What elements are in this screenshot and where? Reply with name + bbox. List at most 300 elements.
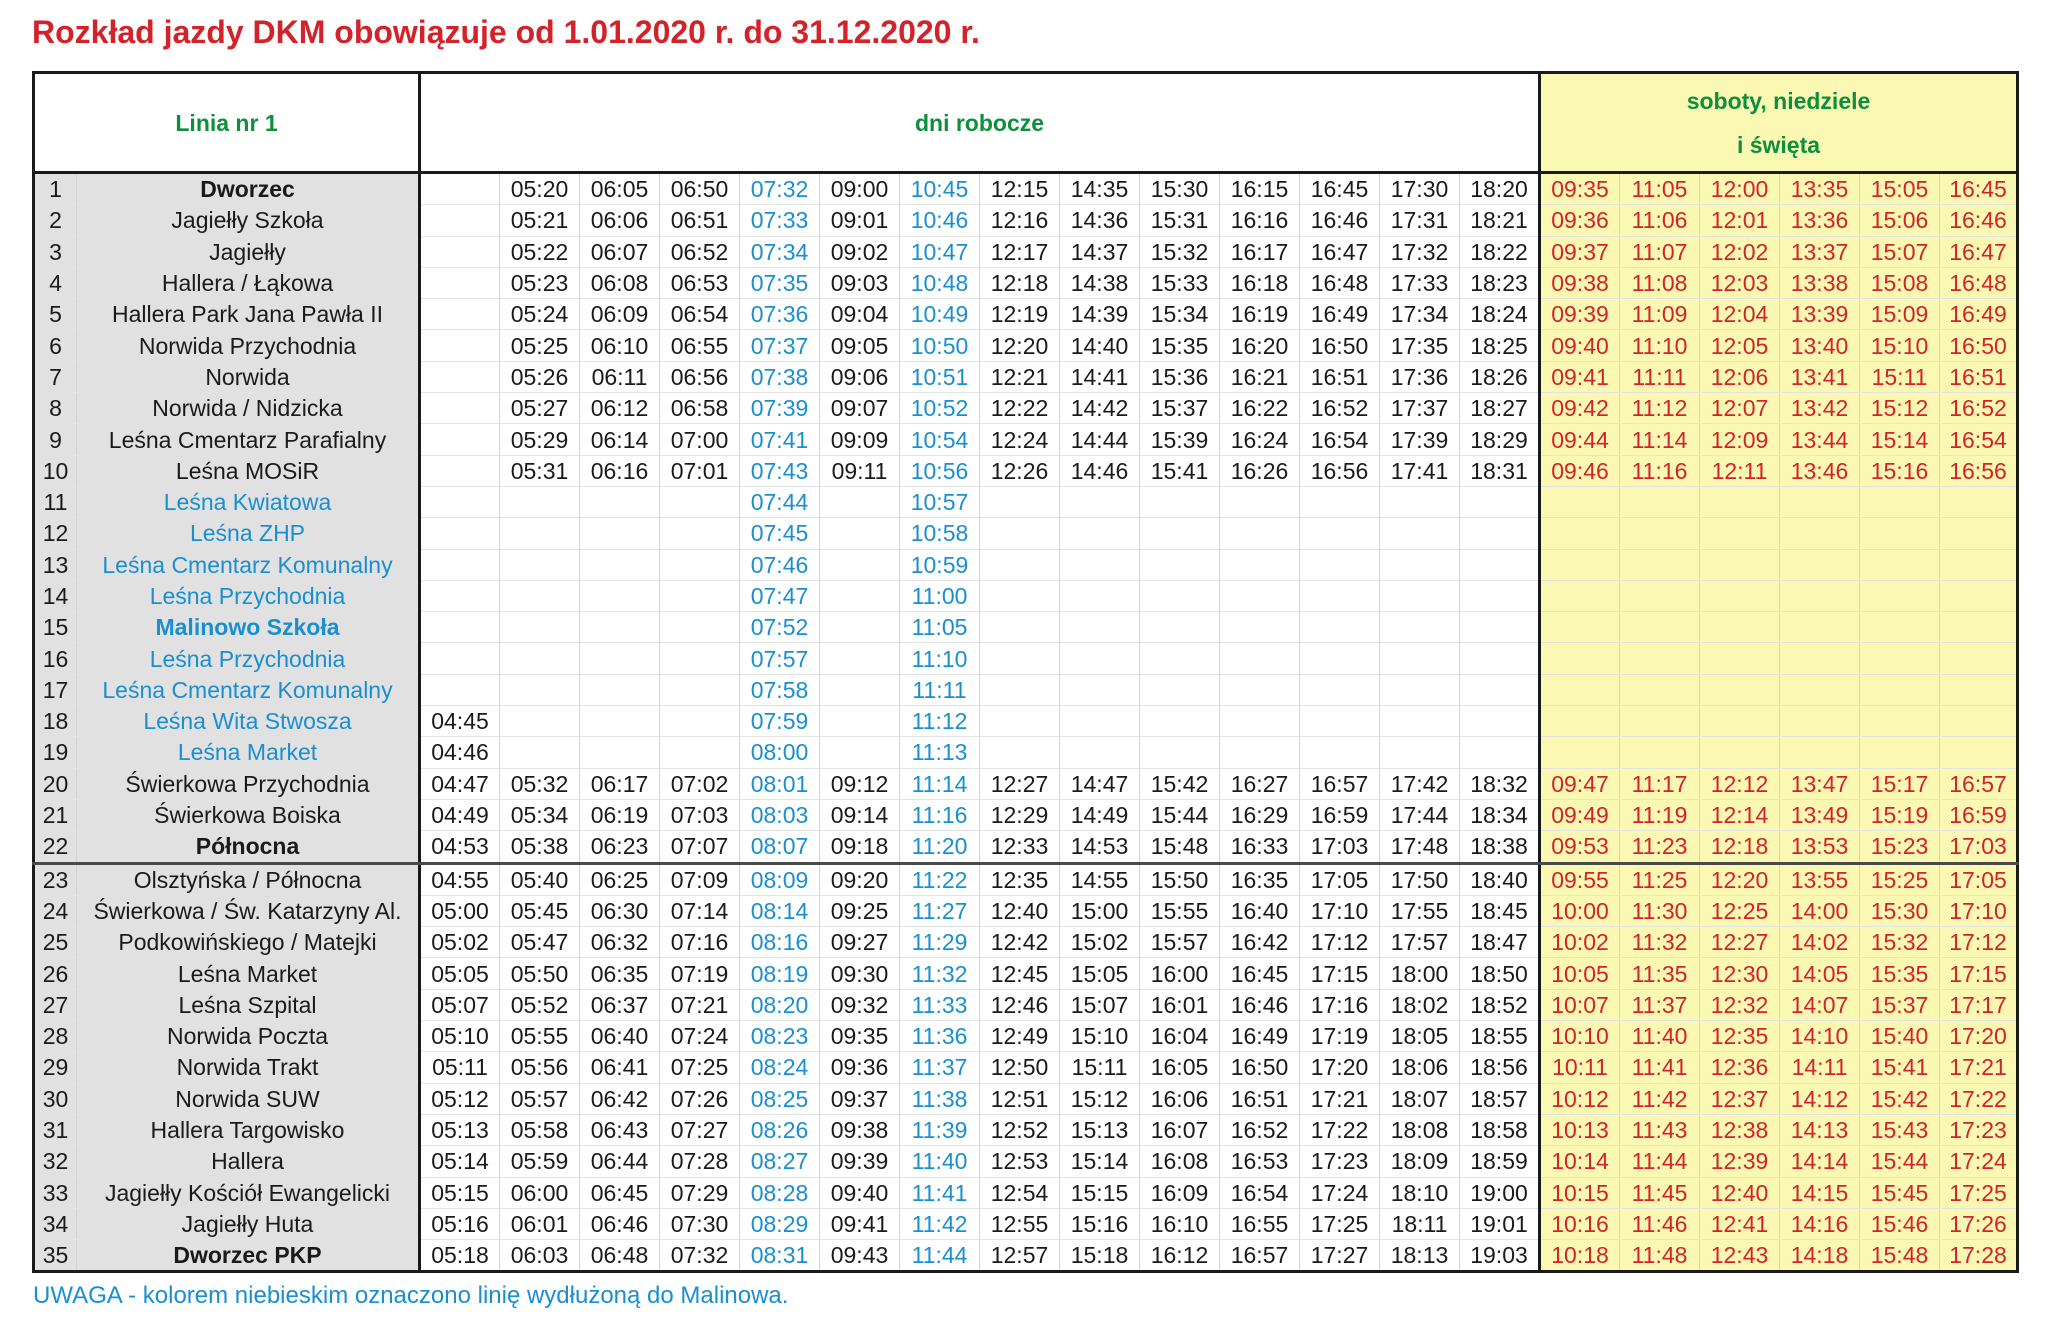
weekday-time-cell [580,549,660,580]
weekday-time-cell: 05:05 [420,958,500,989]
weekend-time-cell: 11:05 [1620,173,1700,205]
weekday-time-cell: 15:42 [1140,768,1220,799]
stop-name: Leśna Market [77,958,420,989]
weekend-time-cell [1780,737,1860,768]
weekday-time-cell: 07:44 [740,486,820,517]
weekend-time-cell: 12:11 [1700,455,1780,486]
weekday-time-cell: 15:18 [1060,1240,1140,1272]
weekend-time-cell: 15:05 [1860,173,1940,205]
weekday-time-cell [1380,737,1460,768]
weekend-time-cell [1700,737,1780,768]
weekday-time-cell: 18:10 [1380,1177,1460,1208]
stop-name: Jagiełły Szkoła [77,205,420,236]
weekday-time-cell [580,486,660,517]
weekday-time-cell: 18:55 [1460,1021,1540,1052]
weekday-time-cell: 16:52 [1300,393,1380,424]
stop-number: 19 [34,737,77,768]
weekday-time-cell: 07:47 [740,580,820,611]
weekday-time-cell: 05:58 [500,1114,580,1145]
weekend-time-cell [1540,486,1620,517]
stop-name: Leśna ZHP [77,518,420,549]
weekday-time-cell: 07:26 [660,1083,740,1114]
stop-number: 25 [34,927,77,958]
weekend-time-cell: 13:39 [1780,299,1860,330]
weekday-time-cell [1220,518,1300,549]
weekday-time-cell: 14:44 [1060,424,1140,455]
weekend-time-cell: 16:52 [1940,393,2018,424]
weekday-time-cell: 16:59 [1300,799,1380,830]
weekend-time-cell: 12:30 [1700,958,1780,989]
weekend-time-cell: 15:19 [1860,799,1940,830]
weekday-time-cell: 07:36 [740,299,820,330]
weekend-time-cell: 10:10 [1540,1021,1620,1052]
weekend-time-cell: 12:14 [1700,799,1780,830]
weekend-time-cell: 13:35 [1780,173,1860,205]
weekday-time-cell: 11:27 [900,895,980,926]
weekday-time-cell [660,549,740,580]
weekday-time-cell: 16:17 [1220,236,1300,267]
weekday-time-cell [580,706,660,737]
weekday-time-cell: 16:19 [1220,299,1300,330]
table-row [34,549,2018,580]
weekday-time-cell: 07:38 [740,361,820,392]
weekday-time-cell: 18:31 [1460,455,1540,486]
weekday-time-cell: 16:01 [1140,989,1220,1020]
weekday-time-cell [420,580,500,611]
weekday-time-cell [420,424,500,455]
weekday-time-cell: 15:57 [1140,927,1220,958]
timetable-header-row [34,73,2018,173]
stop-name: Dworzec [77,173,420,205]
weekday-time-cell: 12:55 [980,1208,1060,1239]
weekend-time-cell [1860,486,1940,517]
weekday-time-cell: 18:22 [1460,236,1540,267]
weekend-header: soboty, niedziele i święta [1540,73,2018,173]
weekday-time-cell [1460,706,1540,737]
weekday-time-cell: 05:22 [500,236,580,267]
weekday-time-cell: 16:22 [1220,393,1300,424]
weekend-time-cell: 12:39 [1700,1146,1780,1177]
weekday-time-cell: 17:05 [1300,863,1380,895]
weekday-time-cell [820,643,900,674]
weekend-time-cell: 17:28 [1940,1240,2018,1272]
weekend-time-cell: 16:47 [1940,236,2018,267]
weekday-time-cell [820,706,900,737]
weekend-time-cell: 17:10 [1940,895,2018,926]
weekday-time-cell: 15:05 [1060,958,1140,989]
weekday-time-cell: 06:09 [580,299,660,330]
weekday-time-cell: 16:33 [1220,831,1300,863]
weekday-time-cell: 14:47 [1060,768,1140,799]
weekday-time-cell: 06:50 [660,173,740,205]
stop-number: 33 [34,1177,77,1208]
weekend-time-cell: 15:14 [1860,424,1940,455]
weekend-time-cell: 16:48 [1940,267,2018,298]
weekend-time-cell: 16:51 [1940,361,2018,392]
weekday-time-cell: 19:01 [1460,1208,1540,1239]
weekend-time-cell [1780,612,1860,643]
weekend-time-cell: 11:44 [1620,1146,1700,1177]
weekday-time-cell: 17:50 [1380,863,1460,895]
weekday-time-cell: 14:35 [1060,173,1140,205]
stop-name: Malinowo Szkoła [77,612,420,643]
weekend-time-cell [1540,549,1620,580]
weekday-time-cell: 04:55 [420,863,500,895]
weekday-time-cell: 08:19 [740,958,820,989]
weekend-time-cell [1940,549,2018,580]
table-row [34,1114,2018,1145]
stop-name: Norwida / Nidzicka [77,393,420,424]
weekday-time-cell: 17:24 [1300,1177,1380,1208]
weekend-time-cell: 17:21 [1940,1052,2018,1083]
stop-name: Norwida [77,361,420,392]
weekday-time-cell: 18:11 [1380,1208,1460,1239]
stop-number: 35 [34,1240,77,1272]
weekday-time-cell: 07:21 [660,989,740,1020]
weekday-time-cell: 14:49 [1060,799,1140,830]
weekday-time-cell: 12:27 [980,768,1060,799]
weekday-time-cell: 17:03 [1300,831,1380,863]
weekday-time-cell [1060,706,1140,737]
table-row [34,706,2018,737]
weekday-time-cell: 18:59 [1460,1146,1540,1177]
weekend-time-cell: 09:42 [1540,393,1620,424]
weekday-time-cell: 12:50 [980,1052,1060,1083]
table-row [34,236,2018,267]
stop-number: 21 [34,799,77,830]
weekend-time-cell: 12:27 [1700,927,1780,958]
weekday-time-cell: 17:33 [1380,267,1460,298]
weekend-time-cell: 12:04 [1700,299,1780,330]
weekday-time-cell: 17:22 [1300,1114,1380,1145]
weekday-time-cell: 16:08 [1140,1146,1220,1177]
weekday-time-cell [1380,706,1460,737]
weekday-time-cell: 05:32 [500,768,580,799]
weekend-time-cell [1540,706,1620,737]
weekend-time-cell: 15:11 [1860,361,1940,392]
stop-number: 23 [34,863,77,895]
weekday-time-cell: 18:21 [1460,205,1540,236]
weekend-time-cell: 12:25 [1700,895,1780,926]
extension-note: UWAGA - kolorem niebieskim oznaczono linię wydłużoną do Malinowa. [33,1282,789,1309]
weekday-time-cell [1300,674,1380,705]
weekend-time-cell [1940,643,2018,674]
weekday-time-cell: 15:13 [1060,1114,1140,1145]
weekday-time-cell: 09:39 [820,1146,900,1177]
weekend-time-cell [1940,580,2018,611]
weekday-time-cell: 12:17 [980,236,1060,267]
weekday-time-cell: 09:14 [820,799,900,830]
weekday-time-cell: 16:00 [1140,958,1220,989]
weekday-time-cell: 18:52 [1460,989,1540,1020]
weekday-time-cell: 16:09 [1140,1177,1220,1208]
weekend-time-cell: 12:38 [1700,1114,1780,1145]
stop-name: Norwida Przychodnia [77,330,420,361]
stop-number: 1 [34,173,77,205]
weekend-time-cell: 17:15 [1940,958,2018,989]
weekend-time-cell [1860,580,1940,611]
stop-number: 18 [34,706,77,737]
weekday-time-cell: 18:34 [1460,799,1540,830]
weekend-time-cell: 12:01 [1700,205,1780,236]
weekend-time-cell: 15:42 [1860,1083,1940,1114]
stop-name: Leśna Cmentarz Komunalny [77,549,420,580]
weekday-time-cell [1220,706,1300,737]
stop-name: Jagiełły Kościół Ewangelicki [77,1177,420,1208]
weekend-time-cell: 14:11 [1780,1052,1860,1083]
weekday-time-cell: 12:49 [980,1021,1060,1052]
weekend-time-cell: 09:46 [1540,455,1620,486]
weekday-time-cell [980,612,1060,643]
weekday-time-cell: 10:51 [900,361,980,392]
weekday-time-cell [1140,674,1220,705]
weekday-time-cell: 12:20 [980,330,1060,361]
weekday-time-cell: 11:42 [900,1208,980,1239]
weekday-time-cell [1460,549,1540,580]
weekday-time-cell [1460,643,1540,674]
weekday-time-cell: 12:18 [980,267,1060,298]
weekend-time-cell: 10:12 [1540,1083,1620,1114]
weekday-time-cell [660,674,740,705]
weekday-time-cell: 15:10 [1060,1021,1140,1052]
stop-name: Leśna MOSiR [77,455,420,486]
weekend-time-cell: 15:46 [1860,1208,1940,1239]
weekday-time-cell: 15:32 [1140,236,1220,267]
weekday-time-cell: 07:00 [660,424,740,455]
weekday-time-cell: 16:50 [1300,330,1380,361]
weekday-time-cell: 16:21 [1220,361,1300,392]
weekday-time-cell: 05:38 [500,831,580,863]
weekday-time-cell [420,299,500,330]
weekend-time-cell: 15:35 [1860,958,1940,989]
weekend-time-cell: 16:56 [1940,455,2018,486]
weekday-time-cell: 07:03 [660,799,740,830]
table-row [34,895,2018,926]
stop-name: Świerkowa / Św. Katarzyny Al. [77,895,420,926]
weekday-time-cell: 12:15 [980,173,1060,205]
weekday-time-cell: 18:07 [1380,1083,1460,1114]
weekend-time-cell: 12:05 [1700,330,1780,361]
weekday-time-cell: 05:18 [420,1240,500,1272]
weekend-time-cell: 10:00 [1540,895,1620,926]
weekday-time-cell: 06:58 [660,393,740,424]
weekday-time-cell: 14:42 [1060,393,1140,424]
stop-name: Norwida Trakt [77,1052,420,1083]
weekday-time-cell: 11:16 [900,799,980,830]
weekday-time-cell [1220,674,1300,705]
weekend-time-cell: 12:00 [1700,173,1780,205]
weekday-time-cell: 06:12 [580,393,660,424]
weekday-time-cell: 14:53 [1060,831,1140,863]
weekday-time-cell: 15:15 [1060,1177,1140,1208]
weekday-time-cell: 11:29 [900,927,980,958]
timetable-validity-title: Rozkład jazdy DKM obowiązuje od 1.01.2020 r. do 31.12.2020 r. [32,14,980,50]
weekday-time-cell [580,580,660,611]
weekday-time-cell [580,643,660,674]
weekday-time-cell: 16:07 [1140,1114,1220,1145]
table-row [34,455,2018,486]
stop-name: Leśna Przychodnia [77,580,420,611]
weekend-time-cell: 16:57 [1940,768,2018,799]
weekend-time-cell [1540,580,1620,611]
weekday-time-cell [980,580,1060,611]
weekday-time-cell [1460,674,1540,705]
weekend-time-cell: 17:03 [1940,831,2018,863]
weekday-time-cell: 16:53 [1220,1146,1300,1177]
stop-name: Leśna Wita Stwosza [77,706,420,737]
weekday-time-cell: 18:47 [1460,927,1540,958]
weekday-time-cell [1060,612,1140,643]
weekday-time-cell: 15:12 [1060,1083,1140,1114]
weekday-time-cell: 17:23 [1300,1146,1380,1177]
weekday-time-cell: 18:24 [1460,299,1540,330]
weekday-time-cell [1300,549,1380,580]
weekday-time-cell [1300,518,1380,549]
weekend-time-cell: 09:36 [1540,205,1620,236]
weekday-time-cell: 12:40 [980,895,1060,926]
weekday-time-cell [420,643,500,674]
weekend-time-cell: 13:41 [1780,361,1860,392]
weekend-time-cell [1860,643,1940,674]
weekend-time-cell: 12:36 [1700,1052,1780,1083]
weekday-time-cell: 10:59 [900,549,980,580]
weekday-time-cell: 12:51 [980,1083,1060,1114]
stop-number: 4 [34,267,77,298]
weekday-time-cell [420,173,500,205]
weekday-time-cell: 16:52 [1220,1114,1300,1145]
weekday-time-cell: 07:59 [740,706,820,737]
weekday-time-cell: 15:07 [1060,989,1140,1020]
weekday-time-cell: 06:23 [580,831,660,863]
weekday-time-cell: 10:45 [900,173,980,205]
weekday-time-cell [500,518,580,549]
stop-number: 3 [34,236,77,267]
stop-name: Leśna Przychodnia [77,643,420,674]
weekday-time-cell: 10:58 [900,518,980,549]
table-row [34,1208,2018,1239]
weekday-time-cell [1060,737,1140,768]
weekday-time-cell: 07:27 [660,1114,740,1145]
weekend-time-cell [1940,486,2018,517]
weekend-time-cell: 11:10 [1620,330,1700,361]
table-row [34,737,2018,768]
table-row [34,518,2018,549]
weekday-time-cell: 05:29 [500,424,580,455]
weekday-time-cell [1460,518,1540,549]
table-row [34,1083,2018,1114]
weekend-time-cell: 16:54 [1940,424,2018,455]
weekday-time-cell [1300,612,1380,643]
weekend-time-cell: 15:12 [1860,393,1940,424]
stop-number: 11 [34,486,77,517]
weekend-time-cell [1700,674,1780,705]
weekday-time-cell: 06:17 [580,768,660,799]
table-row [34,486,2018,517]
weekday-time-cell: 12:21 [980,361,1060,392]
weekend-time-cell [1620,612,1700,643]
weekday-time-cell: 07:33 [740,205,820,236]
weekend-time-cell [1540,643,1620,674]
weekday-time-cell: 17:48 [1380,831,1460,863]
weekend-time-cell: 12:12 [1700,768,1780,799]
weekday-time-cell: 16:05 [1140,1052,1220,1083]
weekday-time-cell: 06:46 [580,1208,660,1239]
table-row [34,1177,2018,1208]
weekend-time-cell: 15:30 [1860,895,1940,926]
weekday-time-cell [420,393,500,424]
weekend-time-cell: 11:16 [1620,455,1700,486]
weekday-time-cell [420,549,500,580]
weekend-time-cell [1620,486,1700,517]
weekday-time-cell [820,612,900,643]
weekday-time-cell [580,612,660,643]
weekday-time-cell: 17:30 [1380,173,1460,205]
weekend-time-cell: 14:05 [1780,958,1860,989]
weekday-time-cell: 06:41 [580,1052,660,1083]
weekend-time-cell [1780,518,1860,549]
weekday-time-cell: 15:48 [1140,831,1220,863]
weekday-time-cell: 10:49 [900,299,980,330]
weekday-time-cell: 15:41 [1140,455,1220,486]
weekday-time-cell: 15:44 [1140,799,1220,830]
weekday-time-cell: 04:53 [420,831,500,863]
weekday-time-cell: 05:15 [420,1177,500,1208]
weekday-time-cell: 05:57 [500,1083,580,1114]
weekend-time-cell: 15:08 [1860,267,1940,298]
weekday-time-cell: 17:27 [1300,1240,1380,1272]
weekday-time-cell [1060,580,1140,611]
weekday-time-cell: 06:06 [580,205,660,236]
weekend-time-cell: 13:49 [1780,799,1860,830]
weekday-time-cell [420,205,500,236]
weekday-time-cell: 05:27 [500,393,580,424]
weekday-time-cell: 07:32 [660,1240,740,1272]
weekday-time-cell: 16:45 [1220,958,1300,989]
weekend-time-cell: 09:49 [1540,799,1620,830]
table-row [34,1052,2018,1083]
weekday-time-cell: 16:40 [1220,895,1300,926]
weekday-time-cell: 09:04 [820,299,900,330]
weekday-time-cell: 07:52 [740,612,820,643]
weekday-time-cell: 09:27 [820,927,900,958]
weekday-time-cell: 16:47 [1300,236,1380,267]
weekday-time-cell: 05:52 [500,989,580,1020]
weekday-time-cell: 10:56 [900,455,980,486]
weekday-time-cell [420,361,500,392]
weekday-time-cell: 16:49 [1220,1021,1300,1052]
weekday-time-cell: 18:06 [1380,1052,1460,1083]
weekday-time-cell: 05:16 [420,1208,500,1239]
weekday-time-cell: 08:07 [740,831,820,863]
weekday-time-cell: 12:57 [980,1240,1060,1272]
weekend-time-cell: 17:05 [1940,863,2018,895]
weekday-time-cell: 04:46 [420,737,500,768]
weekend-time-cell: 11:25 [1620,863,1700,895]
stop-name: Północna [77,831,420,863]
weekday-time-cell: 04:47 [420,768,500,799]
weekend-time-cell: 11:41 [1620,1052,1700,1083]
weekday-time-cell [1220,737,1300,768]
weekday-time-cell: 07:45 [740,518,820,549]
weekday-time-cell: 09:06 [820,361,900,392]
stop-name: Leśna Kwiatowa [77,486,420,517]
stop-number: 10 [34,455,77,486]
weekend-time-cell: 11:37 [1620,989,1700,1020]
weekend-time-cell: 12:43 [1700,1240,1780,1272]
weekday-time-cell [980,706,1060,737]
weekday-time-cell [1380,486,1460,517]
weekdays-header: dni robocze [420,73,1540,173]
